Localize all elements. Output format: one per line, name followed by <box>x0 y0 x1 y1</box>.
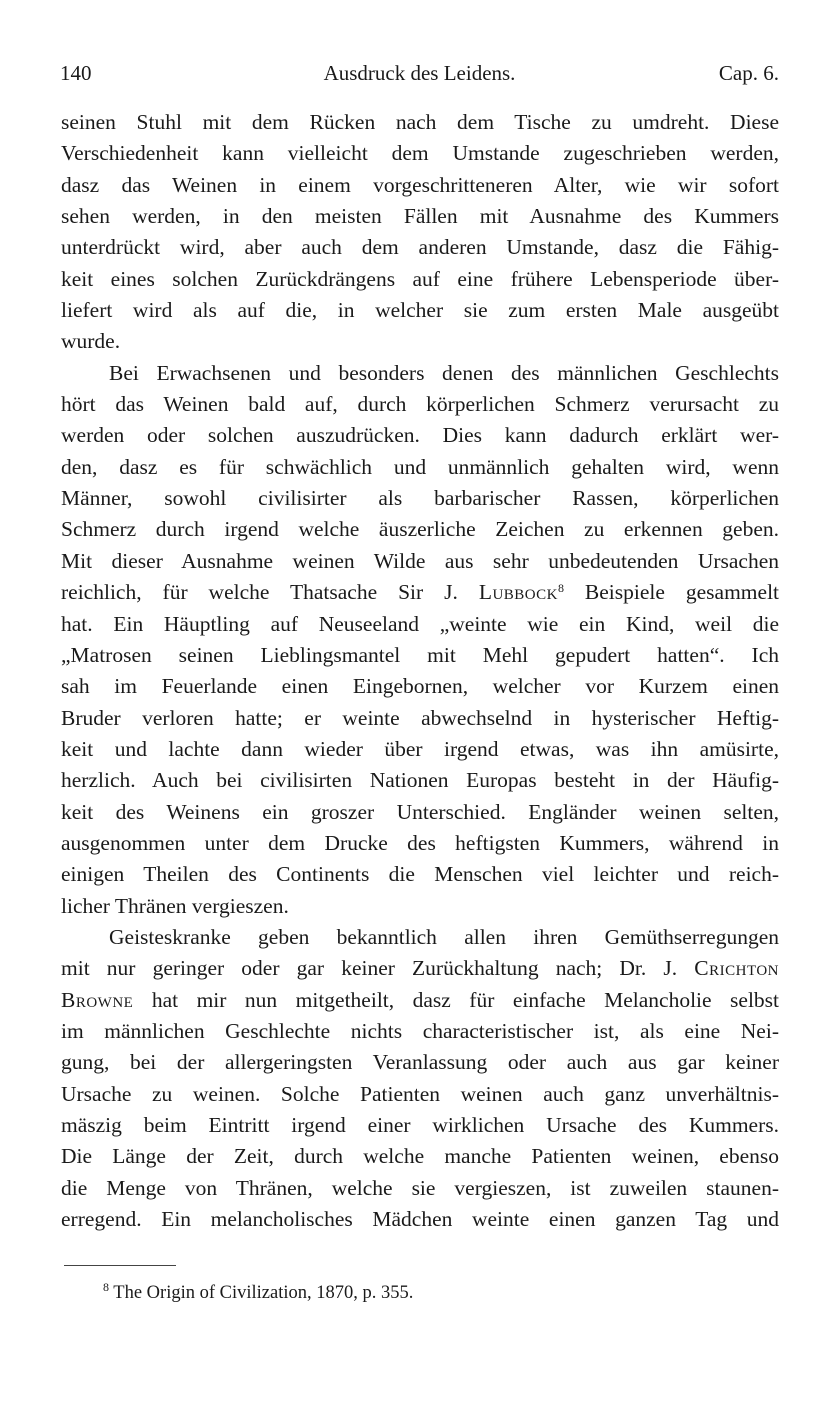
text-line: liefert wird als auf die, in welcher sie zum ersten Male ausgeübt <box>61 298 779 323</box>
text-line: Verschiedenheit kann vielleicht dem Umstande zugeschrieben werden, <box>61 141 779 166</box>
text-line: Bruder verloren hatte; er weinte abwechselnd in hysterischer Heftig- <box>61 705 779 730</box>
text-line: hört das Weinen bald auf, durch körperlichen Schmerz verursacht zu <box>61 392 779 417</box>
text-line: Mit dieser Ausnahme weinen Wilde aus sehr unbedeutenden Ursachen <box>61 548 779 573</box>
text-line: licher Thränen vergieszen. <box>61 893 289 918</box>
text-line: ausgenommen unter dem Drucke des heftigsten Kummers, während in <box>61 830 779 855</box>
text-line: unterdrückt wird, aber auch dem anderen Umstande, dasz die Fähig- <box>61 235 779 260</box>
text-line: „Matrosen seinen Lieblingsmantel mit Mehl gepudert hatten“. Ich <box>61 642 779 667</box>
footnote-ref: 8 <box>557 581 564 596</box>
text-line: den, dasz es für schwächlich und unmännlich gehalten wird, wenn <box>61 454 779 479</box>
author-name-lubbock: Lubbock <box>478 580 558 605</box>
main-text <box>61 107 779 1235</box>
text-line: hat. Ein Häuptling auf Neuseeland „weinte wie ein Kind, weil die <box>61 611 779 636</box>
text-segment: Beispiele gesammelt <box>584 580 780 605</box>
page-number: 140 <box>60 61 92 85</box>
author-name-crichton: Crichton <box>694 956 779 981</box>
text-line: Männer, sowohl civilisirter als barbarischer Rassen, körperlichen <box>61 486 779 511</box>
text-segment: hat mir nun mitgetheilt, dasz für einfache Melancholie selbst <box>151 987 780 1012</box>
footnote-marker: 8 <box>103 1280 109 1294</box>
text-line: werden oder solchen auszudrücken. Dies kann dadurch erklärt wer- <box>61 423 779 448</box>
text-line: herzlich. Auch bei civilisirten Nationen Europas besteht in der Häufig- <box>61 768 779 793</box>
text-line: keit und lachte dann wieder über irgend etwas, was ihn amüsirte, <box>61 736 779 761</box>
text-line: sehen werden, in den meisten Fällen mit Ausnahme des Kummers <box>61 204 779 229</box>
chapter-label: Cap. 6. <box>718 61 779 85</box>
author-name-browne: Browne <box>61 987 134 1012</box>
text-line: Die Länge der Zeit, durch welche manche Patienten weinen, ebenso <box>61 1144 779 1169</box>
footnote <box>103 1280 413 1306</box>
text-line <box>61 985 779 1016</box>
text-line: erregend. Ein melancholisches Mädchen weinte einen ganzen Tag und <box>61 1207 779 1232</box>
text-line: keit eines solchen Zurückdrängens auf eine frühere Lebensperiode über- <box>61 266 779 291</box>
text-line: im männlichen Geschlechte nichts characteristischer ist, als eine Nei- <box>61 1018 779 1043</box>
paragraph-start-line: Geisteskranke geben bekanntlich allen ihren Gemüthserregungen <box>109 924 779 949</box>
text-segment: mit nur geringer oder gar keiner Zurückhaltung nach; Dr. J. <box>61 956 678 981</box>
text-line: dasz das Weinen in einem vorgeschritteneren Alter, wie wir sofort <box>61 172 779 197</box>
footnote-text: The Origin of Civilization, 1870, p. 355. <box>113 1283 414 1303</box>
text-line: sah im Feuerlande einen Eingebornen, welcher vor Kurzem einen <box>61 674 779 699</box>
text-segment: reichlich, für welche Thatsache Sir J. <box>61 580 458 605</box>
text-line <box>61 953 779 984</box>
text-line: keit des Weinens ein groszer Unterschied. Engländer weinen selten, <box>61 799 779 824</box>
running-title: Ausdruck des Leidens. <box>323 61 516 85</box>
text-line: Schmerz durch irgend welche äuszerliche Zeichen zu erkennen geben. <box>61 517 779 542</box>
paragraph-start-line: Bei Erwachsenen und besonders denen des männlichen Geschlechts <box>109 360 779 385</box>
text-line: wurde. <box>61 329 121 354</box>
text-line: mäszig beim Eintritt irgend einer wirklichen Ursache des Kummers. <box>61 1113 779 1137</box>
text-line: gung, bei der allergeringsten Veranlassung oder auch aus gar keiner <box>61 1050 779 1075</box>
text-line: einigen Theilen des Continents die Menschen viel leichter und reich- <box>61 862 779 887</box>
text-line: seinen Stuhl mit dem Rücken nach dem Tische zu umdreht. Diese <box>61 110 779 134</box>
running-header <box>60 58 779 88</box>
text-line: die Menge von Thränen, welche sie vergieszen, ist zuweilen staunen- <box>61 1175 779 1200</box>
text-line <box>61 577 779 608</box>
text-line: Ursache zu weinen. Solche Patienten weinen auch ganz unverhältnis- <box>61 1081 779 1106</box>
footnote-divider <box>64 1265 176 1266</box>
